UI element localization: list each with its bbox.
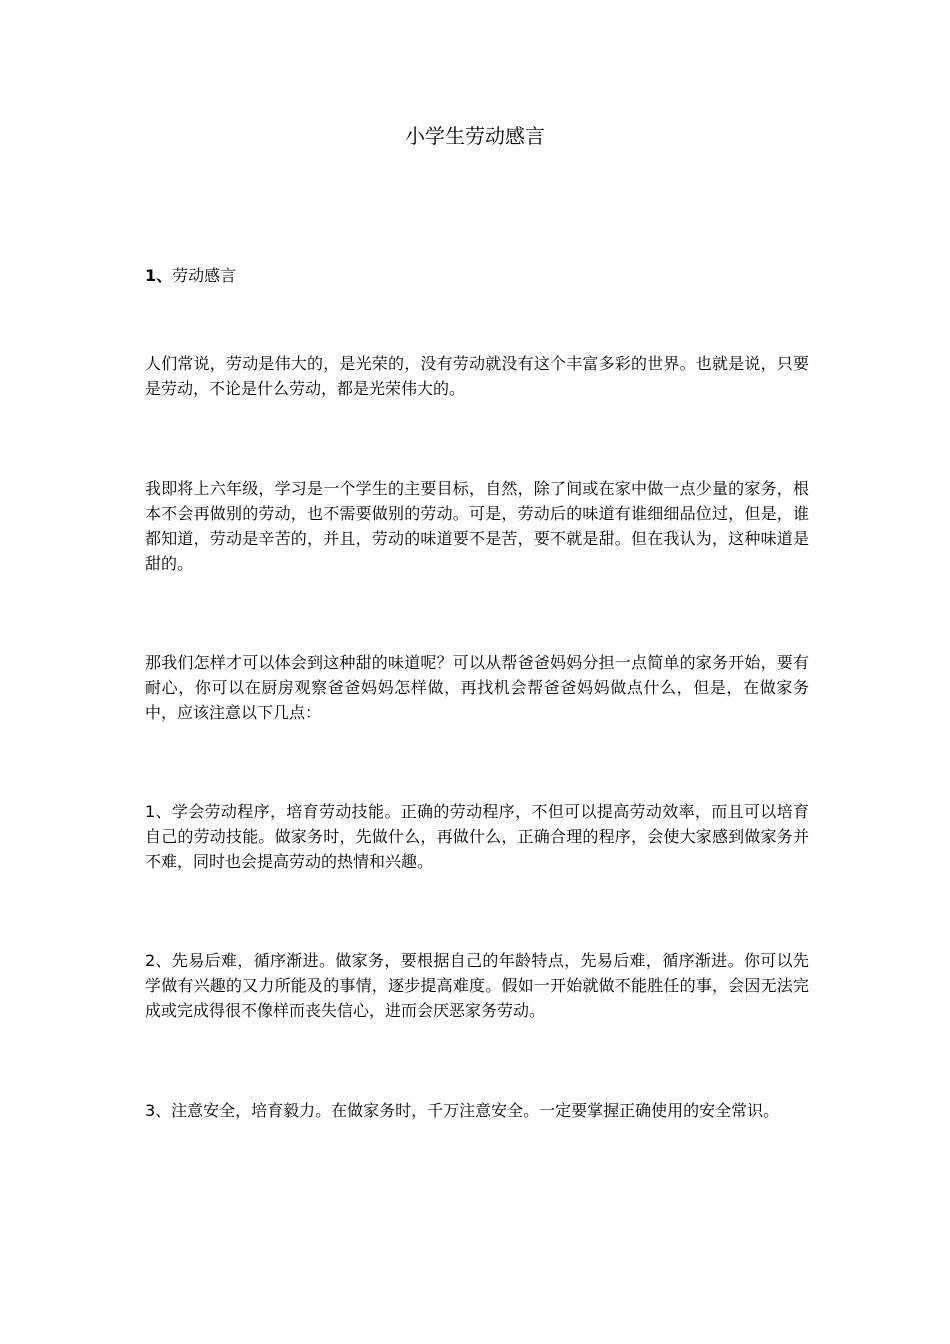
paragraph-point-2: 2、先易后难，循序渐进。做家务，要根据自己的年龄特点，先易后难，循序渐进。你可以先学做有兴趣的又力所能及的事情，逐步提高难度。假如一开始就做不能胜任的事，会因无法完成或完成得很不像样而丧失信心，进而会厌恶家务劳动。 <box>145 951 809 1020</box>
paragraph-intro: 人们常说，劳动是伟大的，是光荣的，没有劳动就没有这个丰富多彩的世界。也就是说，只要是劳动，不论是什么劳动，都是光荣伟大的。 <box>145 354 809 398</box>
section-heading <box>145 264 236 288</box>
paragraph-how-to: 那我们怎样才可以体会到这种甜的味道呢？可以从帮爸爸妈妈分担一点简单的家务开始，要有耐心，你可以在厨房观察爸爸妈妈怎样做，再找机会帮爸爸妈妈做点什么，但是，在做家务中，应该注意以下几点： <box>145 653 809 722</box>
document-title: 小学生劳动感言 <box>405 124 545 148</box>
paragraph-point-3: 3、注意安全，培育毅力。在做家务时，千万注意安全。一定要掌握正确使用的安全常识。 <box>145 1101 780 1120</box>
paragraph-point-1: 1、学会劳动程序，培育劳动技能。正确的劳动程序，不但可以提高劳动效率，而且可以培育自己的劳动技能。做家务时，先做什么，再做什么，正确合理的程序，会使大家感到做家务并不难，同时也会提高劳动的热情和兴趣。 <box>145 802 809 871</box>
paragraph-sixth-grade: 我即将上六年级，学习是一个学生的主要目标，自然，除了间或在家中做一点少量的家务，根本不会再做别的劳动，也不需要做别的劳动。可是，劳动后的味道有谁细细品位过，但是，谁都知道，劳动是辛苦的，并且，劳动的味道要不是苦，要不就是甜。但在我认为，这种味道是甜的。 <box>145 479 809 573</box>
section-label: 劳动感言 <box>172 266 237 285</box>
section-number: 1、 <box>145 266 173 285</box>
